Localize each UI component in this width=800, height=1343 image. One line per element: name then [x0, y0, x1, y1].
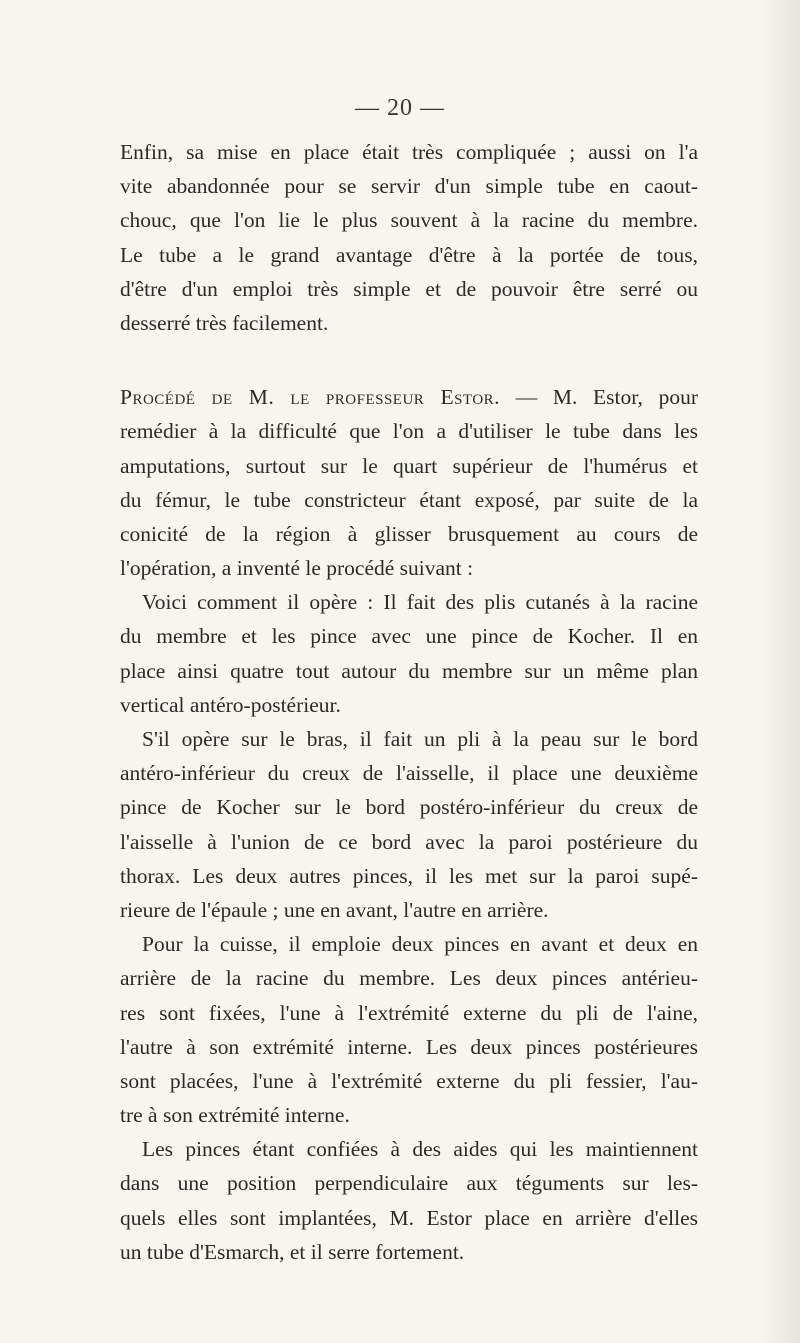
text-line: Le tube a le grand avantage d'être à la portée de tous,: [120, 242, 698, 267]
text-line: Voici comment il opère : Il fait des plis cutanés à la racine: [142, 590, 698, 615]
text-line: place ainsi quatre tout autour du membre sur un même plan: [120, 658, 698, 683]
text-line: antéro-inférieur du creux de l'aisselle, il place une deuxième: [120, 761, 698, 786]
text-line: Enfin, sa mise en place était très compliquée ; aussi on l'a: [120, 140, 698, 164]
text-line: pince de Kocher sur le bord postéro-inférieur du creux de: [120, 795, 698, 820]
text-line: remédier à la difficulté que l'on a d'utiliser le tube dans les: [120, 419, 698, 444]
section-heading: Procédé de M. le professeur Estor.: [120, 385, 501, 410]
text-line: du membre et les pince avec une pince de Kocher. Il en: [120, 624, 698, 649]
text-line: tre à son extrémité interne.: [120, 1103, 350, 1128]
text-line: chouc, que l'on lie le plus souvent à la racine du membre.: [120, 208, 698, 233]
text-line: S'il opère sur le bras, il fait un pli à la peau sur le bord: [142, 727, 698, 751]
text-line: res sont fixées, l'une à l'extrémité externe du pli de l'aine,: [120, 1000, 698, 1025]
text-line: Pour la cuisse, il emploie deux pinces en avant et deux en: [142, 932, 698, 957]
text-line: l'opération, a inventé le procédé suivant :: [120, 556, 474, 581]
text-line: conicité de la région à glisser brusquement au cours de: [120, 521, 698, 546]
text-line: sont placées, l'une à l'extrémité externe du pli fessier, l'au-: [120, 1068, 698, 1093]
paragraph-gap: [120, 340, 698, 380]
section-heading-line: [120, 380, 698, 414]
text-line: dans une position perpendiculaire aux téguments sur les-: [120, 1171, 698, 1196]
text-line: arrière de la racine du membre. Les deux pinces antérieu-: [120, 966, 698, 991]
text-line: desserré très facilement.: [120, 310, 329, 335]
text-line: vertical antéro-postérieur.: [120, 692, 341, 717]
body-text: [120, 135, 698, 1269]
text-line: thorax. Les deux autres pinces, il les met sur la paroi supé-: [120, 863, 698, 888]
page-number: — 20 —: [355, 95, 445, 121]
page-edge-shadow: [760, 0, 800, 1343]
text-line: l'autre à son extrémité interne. Les deux pinces postérieures: [120, 1034, 698, 1059]
text-line: l'aisselle à l'union de ce bord avec la paroi postérieure du: [120, 829, 698, 854]
text-line: vite abandonnée pour se servir d'un simple tube en caout-: [120, 174, 698, 199]
text-line: Les pinces étant confiées à des aides qui les maintiennent: [142, 1137, 698, 1162]
text-line: quels elles sont implantées, M. Estor place en arrière d'elles: [120, 1205, 698, 1230]
text-line: du fémur, le tube constricteur étant exposé, par suite de la: [120, 487, 698, 512]
text-line: rieure de l'épaule ; une en avant, l'autre en arrière.: [120, 897, 549, 922]
text-line: amputations, surtout sur le quart supérieur de l'humérus et: [120, 453, 698, 478]
text-fragment: — M. Estor, pour: [515, 385, 699, 410]
text-line: un tube d'Esmarch, et il serre fortement.: [120, 1239, 465, 1264]
text-line: d'être d'un emploi très simple et de pouvoir être serré ou: [120, 276, 698, 301]
